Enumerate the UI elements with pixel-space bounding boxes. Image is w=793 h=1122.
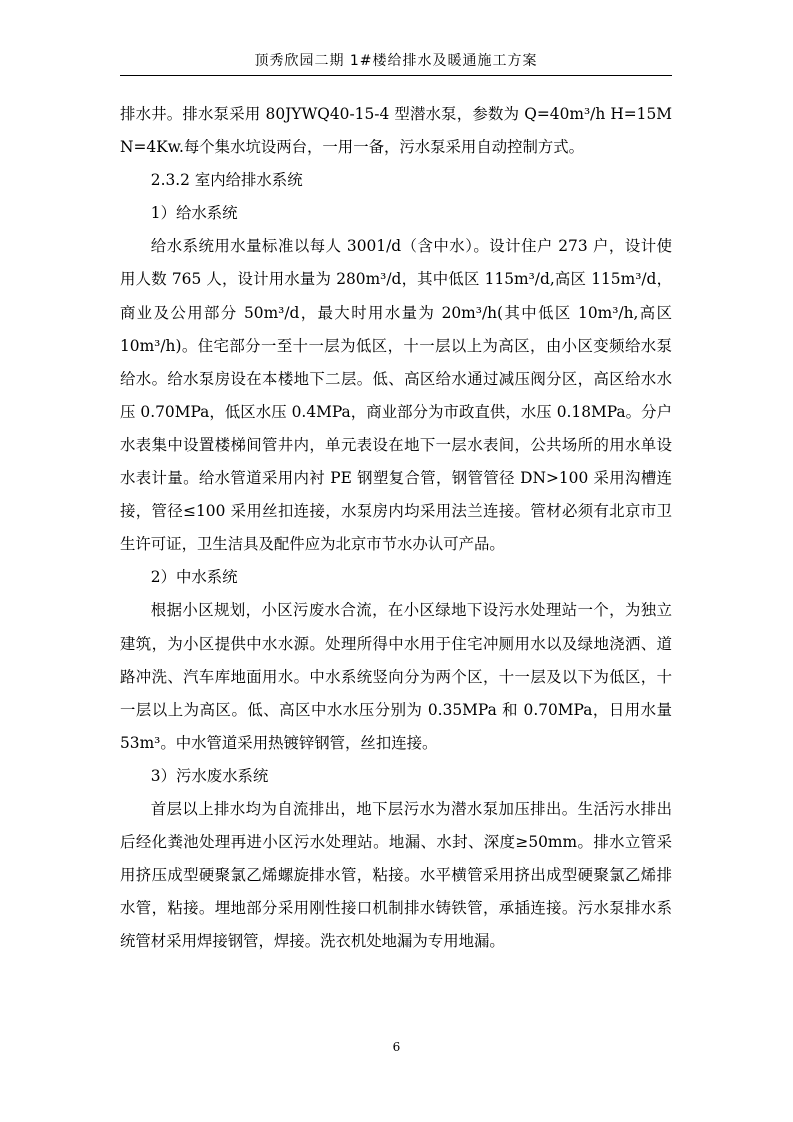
paragraph-water-supply: 给水系统用水量标准以每人 3001/d（含中水）。设计住户 273 户，设计使用人数 765 人，设计用水量为 280m³/d，其中低区 115m³/d,高区 115m³/d，商业及公用部分 50m³/d，最大时用水量为 20m³/h(其中低区 10m³/h,高区 10m³/h)。住宅部分一至十一层为低区，十一层以上为高区，由小区变频给水泵给水。给水泵房设在本楼地下二层。低、高区给水通过减压阀分区，高区给水水压 0.70MPa，低区水压 0.4MPa，商业部分为市政直供，水压 0.18MPa。分户水表集中设置楼梯间管井内，单元表设在地下一层水表间，公共场所的用水单设水表计量。给水管道采用内衬 PE 钢塑复合管，钢管管径 DN>100 采用沟槽连接，管径≤100 采用丝扣连接，水泵房内均采用法兰连接。管材必须有北京市卫生许可证，卫生洁具及配件应为北京市节水办认可产品。 (120, 237, 672, 554)
page-number: 6 (392, 1040, 401, 1054)
paragraph-reclaimed-water: 根据小区规划，小区污废水合流，在小区绿地下设污水处理站一个，为独立建筑，为小区提供中水水源。处理所得中水用于住宅冲厕用水以及绿地浇洒、道路冲洗、汽车库地面用水。中水系统竖向分为两个区，十一层及以下为低区，十一层以上为高区。低、高区中水水压分别为 0.35MPa 和 0.70MPa，日用水量 53m³。中水管道采用热镀锌钢管，丝扣连接。 (120, 601, 672, 752)
page-header-title: 顶秀欣园二期 1#楼给排水及暖通施工方案 (254, 53, 538, 69)
document-body (120, 98, 672, 958)
paragraph-sewage: 首层以上排水均为自流排出，地下层污水为潜水泵加压排出。生活污水排出后经化粪池处理再进小区污水处理站。地漏、水封、深度≥50mm。排水立管采用挤压成型硬聚氯乙烯螺旋排水管，粘接。水平横管采用挤出成型硬聚氯乙烯排水管，粘接。埋地部分采用刚性接口机制排水铸铁管，承插连接。污水泵排水系统管材采用焊接钢管，焊接。洗衣机处地漏为专用地漏。 (120, 799, 672, 951)
paragraph-drainage-pump: 排水井。排水泵采用 80JYWQ40-15-4 型潜水泵，参数为 Q=40m³/h H=15M N=4Kw.每个集水坑设两台，一用一备，污水泵采用自动控制方式。 (120, 105, 672, 157)
subheading-sewage: 3）污水废水系统 (150, 766, 269, 785)
header-divider (120, 75, 672, 76)
subheading-water-supply: 1）给水系统 (150, 204, 238, 223)
subheading-reclaimed-water: 2）中水系统 (150, 568, 238, 587)
section-heading-indoor-system: 2.3.2 室内给排水系统 (150, 171, 303, 190)
